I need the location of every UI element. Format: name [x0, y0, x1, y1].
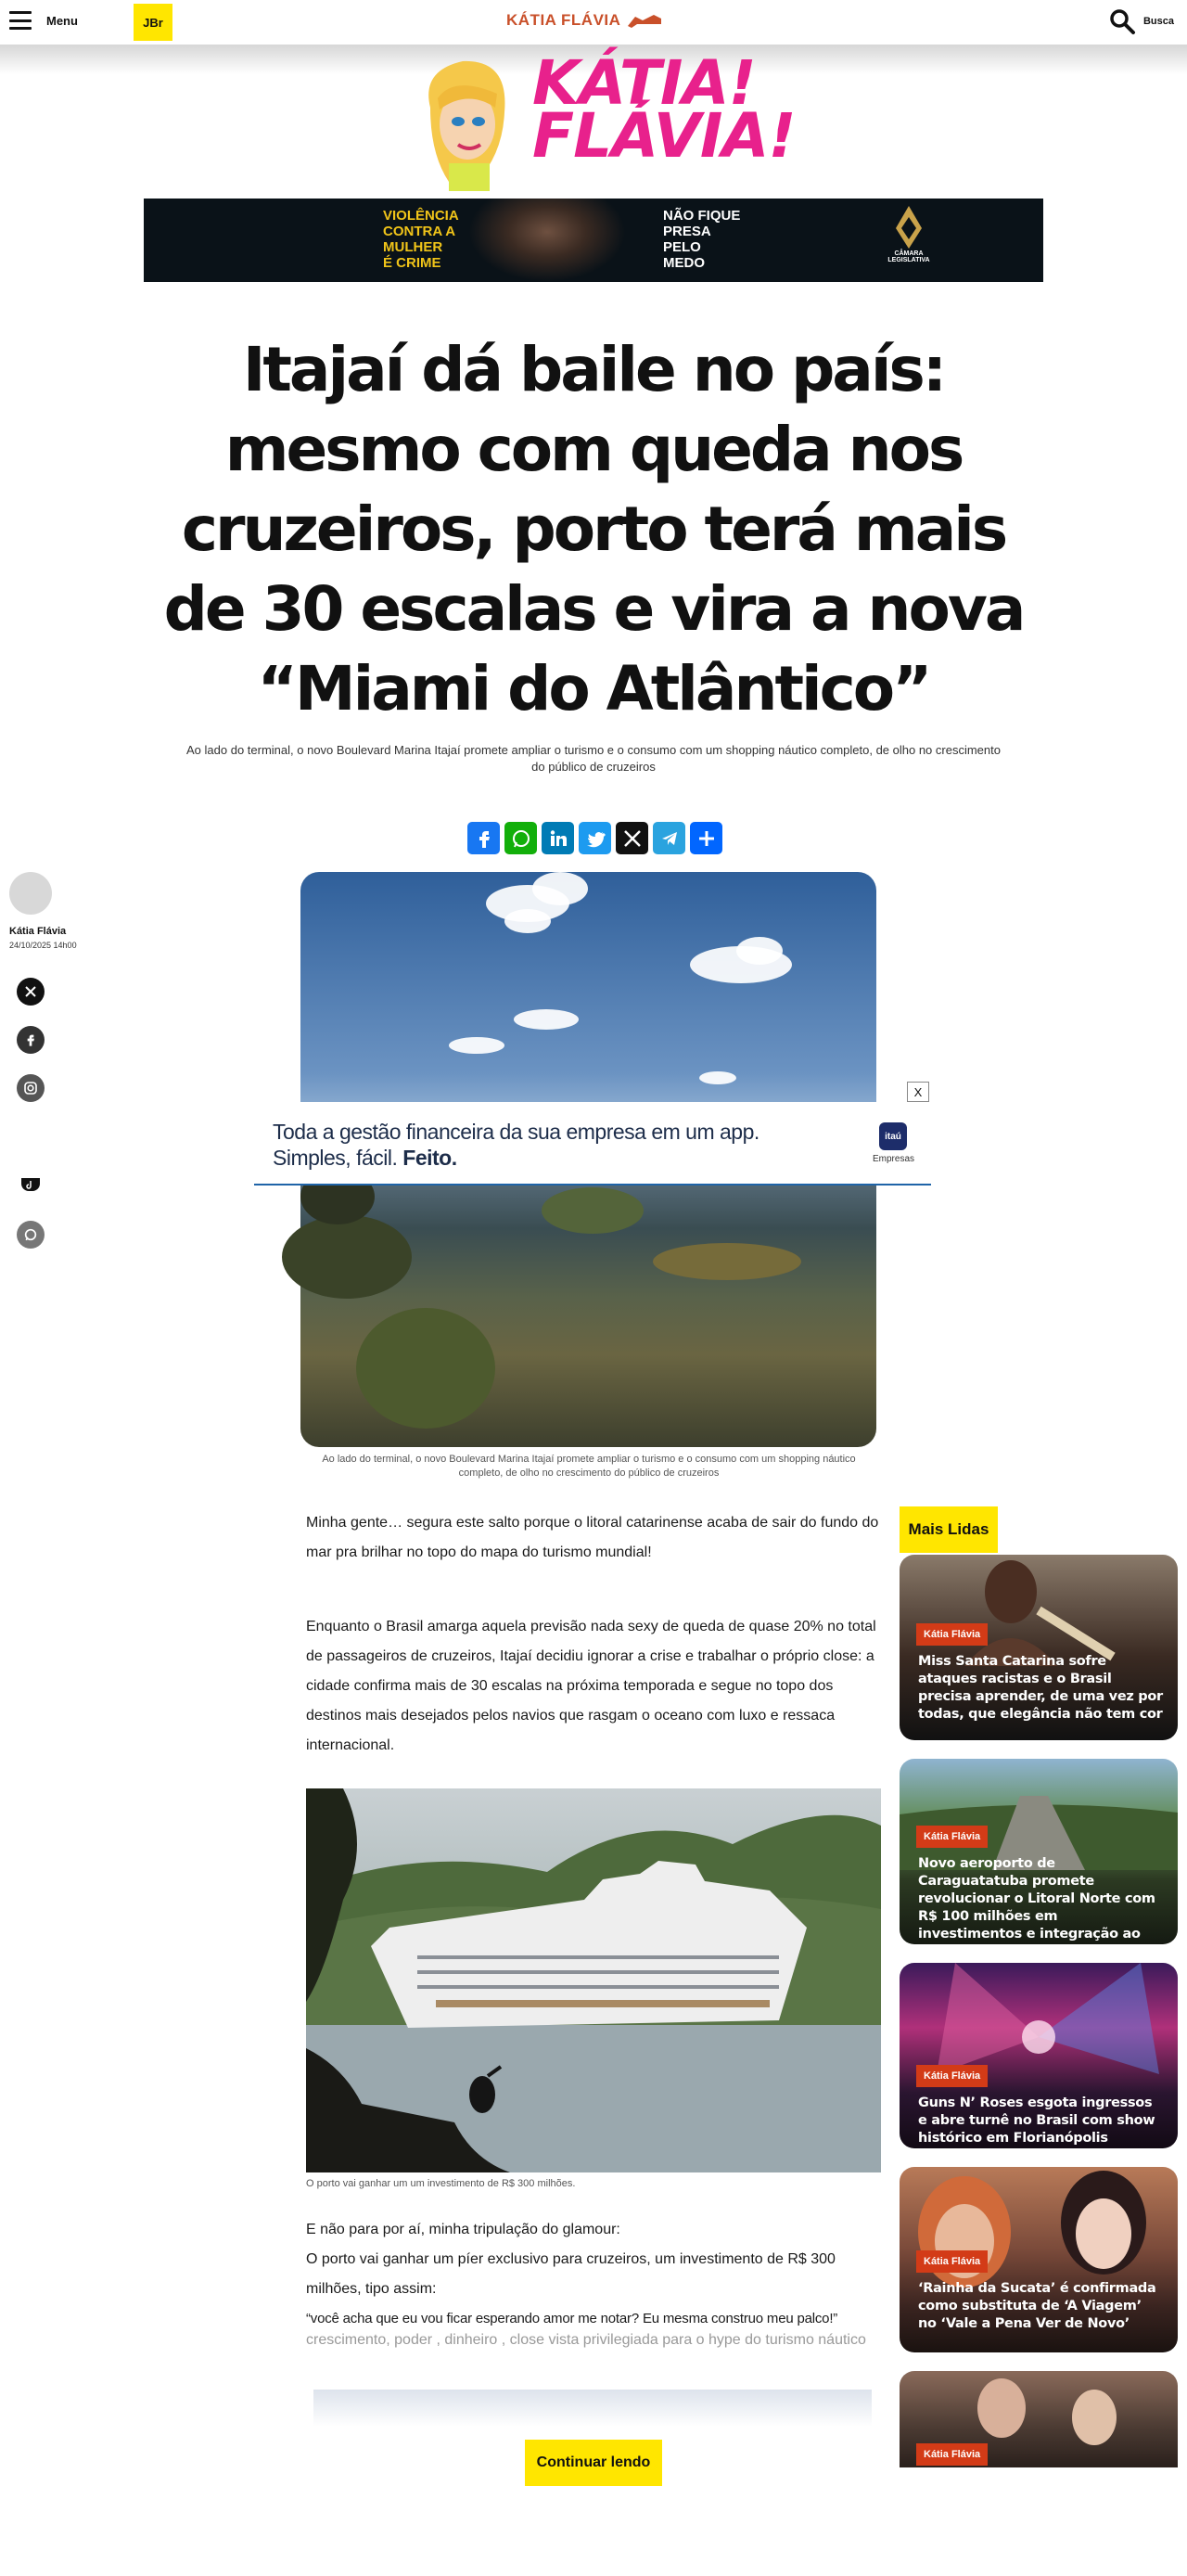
card-title: Miss Santa Catarina sofre ataques racistas e o Brasil precisa aprender, de uma vez por todas, que elegância não tem cor	[918, 1654, 1163, 1722]
search-label: Busca	[1142, 16, 1174, 27]
camara-seal	[876, 204, 941, 276]
banner-left-line: É CRIME	[383, 255, 441, 271]
ad-text	[273, 1119, 759, 1171]
whatsapp-share-button[interactable]	[504, 822, 537, 854]
banner-right-line: PELO	[663, 239, 701, 255]
ad-line-2-prefix: Simples, fácil.	[273, 1146, 403, 1170]
card-image	[900, 1759, 1178, 1870]
high-heel-icon	[626, 11, 663, 30]
ad-line-2	[273, 1145, 759, 1171]
cartoon-face-logo	[412, 52, 523, 191]
article-line: E não para por aí, minha tripulação do glamour:	[306, 2222, 620, 2237]
card-title: Guns N’ Roses esgota ingressos e abre turnê no Brasil com show histórico em Florianópolis	[918, 2095, 1155, 2146]
card-category: Kátia Flávia	[916, 1826, 988, 1848]
share-bar	[467, 822, 722, 854]
x-icon	[24, 985, 37, 998]
hamburger-icon	[9, 11, 32, 30]
card-category: Kátia Flávia	[916, 2065, 988, 2087]
seal-emblem-icon	[890, 204, 927, 250]
author-name[interactable]: Kátia Flávia	[9, 926, 67, 937]
nav-brand-link[interactable]	[506, 11, 663, 30]
most-read-card[interactable]	[900, 1963, 1178, 2148]
left-instagram-button[interactable]	[17, 1074, 45, 1102]
card-category: Kátia Flávia	[916, 1623, 988, 1646]
facebook-icon	[23, 1032, 38, 1047]
logo-line-2: FLÁVIA!	[532, 99, 796, 172]
jbr-link[interactable]: JBr	[134, 4, 172, 41]
banner-left-line: MULHER	[383, 239, 443, 255]
nav-brand-text: KÁTIA FLÁVIA	[506, 11, 621, 29]
seal-label: CÂMARA LEGISLATIVA	[887, 250, 930, 263]
card-title: Novo aeroporto de Caraguatatuba promete revolucionar o Litoral Norte com R$ 100 milhões em investimentos e integração ao Porto de São Sebastião	[918, 1856, 1155, 1959]
itau-ad[interactable]	[254, 1102, 931, 1185]
banner-right-text	[663, 208, 740, 271]
banner-left-line: CONTRA A	[383, 224, 456, 239]
banner-right-line: PRESA	[663, 224, 711, 239]
most-read-card[interactable]	[900, 2167, 1178, 2352]
linkedin-icon	[548, 828, 568, 849]
x-icon	[622, 828, 643, 849]
share-more-button[interactable]	[690, 822, 722, 854]
article-line: O porto vai ganhar um píer exclusivo para cruzeiros, um investimento de R$ 300 milhões, tipo assim:	[306, 2251, 836, 2297]
search-button[interactable]	[1108, 7, 1174, 35]
article-paragraph: Minha gente… segura este salto porque o litoral catarinense acaba de sair do fundo do mar pra brilhar no topo do mapa do turismo mundial!	[306, 1515, 879, 1560]
banner-photo	[468, 199, 626, 282]
facebook-share-button[interactable]	[467, 822, 500, 854]
itau-logo: itaú	[879, 1122, 907, 1150]
hero-caption: Ao lado do terminal, o novo Boulevard Marina Itajaí promete ampliar o turismo e o consumo com um shopping náutico completo, de olho no crescimento do público de cruzeiros	[322, 1454, 856, 1479]
article-subhead: Ao lado do terminal, o novo Boulevard Marina Itajaí promete ampliar o turismo e o consumo com um shopping náutico completo, de olho no crescimento do público de cruzeiros	[186, 743, 1001, 774]
logo-wordmark	[532, 47, 796, 172]
author-box	[9, 872, 93, 950]
twitter-icon	[584, 827, 606, 850]
left-whatsapp-button[interactable]	[17, 1221, 45, 1249]
banner-ad[interactable]	[144, 199, 1043, 282]
banner-right-line: NÃO FIQUE	[663, 208, 741, 224]
menu-button[interactable]	[9, 11, 78, 30]
left-x-button[interactable]	[17, 978, 45, 1006]
continue-reading-button[interactable]: Continuar lendo	[525, 2440, 662, 2486]
facebook-icon	[473, 827, 495, 850]
whatsapp-icon	[510, 827, 532, 850]
most-read-title: Mais Lidas	[900, 1506, 998, 1553]
article-line: “você acha que eu vou ficar esperando amor me notar? Eu mesma construo meu palco!”	[306, 2311, 838, 2326]
itau-subtitle: Empresas	[872, 1154, 914, 1164]
card-category: Kátia Flávia	[916, 2250, 988, 2273]
ad-line-1: Toda a gestão financeira da sua empresa em um app.	[273, 1120, 759, 1144]
whatsapp-icon	[23, 1227, 38, 1242]
most-read-card[interactable]	[900, 2371, 1178, 2467]
banner-right-line: MEDO	[663, 255, 705, 271]
image-caption: O porto vai ganhar um um investimento de R$ 300 milhões.	[306, 2178, 576, 2189]
telegram-icon	[659, 828, 680, 849]
publish-date: 24/10/2025 14h00	[9, 941, 77, 950]
instagram-icon	[23, 1081, 38, 1096]
cruise-ship-image	[306, 1788, 881, 2172]
author-avatar	[9, 872, 52, 915]
ad-close-button[interactable]: X	[907, 1082, 929, 1102]
menu-label: Menu	[46, 13, 78, 28]
most-read-card[interactable]	[900, 1555, 1178, 1740]
left-tiktok-button[interactable]	[21, 1178, 40, 1191]
tiktok-icon	[26, 1180, 35, 1189]
banner-left-text	[383, 208, 459, 271]
card-category: Kátia Flávia	[916, 2443, 988, 2466]
article-paragraph	[306, 2215, 881, 2334]
card-image	[900, 1555, 1178, 1666]
most-read-card[interactable]	[900, 1759, 1178, 1959]
x-share-button[interactable]	[616, 822, 648, 854]
article-headline: Itajaí dá baile no país: mesmo com queda nos cruzeiros, porto terá mais de 30 escalas e vira a nova “Miami do Atlântico”	[163, 334, 1024, 724]
article-paragraph: Enquanto o Brasil amarga aquela previsão nada sexy de queda de quase 20% no total de passageiros de cruzeiros, Itajaí decidiu ignorar a crise e trabalhar o próprio close: a cidade confirma mais de 30 escalas na próxima temporada e segue no topo dos destinos mais desejados pelos navios que rasgam o oceano com luxo e ressaca internacional.	[306, 1619, 876, 1753]
cruise-ship-illustration	[306, 1788, 881, 2172]
linkedin-share-button[interactable]	[542, 822, 574, 854]
banner-left-line: VIOLÊNCIA	[383, 208, 459, 224]
left-facebook-button[interactable]	[17, 1026, 45, 1054]
faded-teaser-line: crescimento, poder , dinheiro , close vista privilegiada para o hype do turismo náutico	[306, 2332, 866, 2348]
share-plus-icon	[696, 828, 717, 849]
telegram-share-button[interactable]	[653, 822, 685, 854]
logo-line-1: KÁTIA!	[532, 47, 756, 119]
ad-line-2-bold: Feito.	[402, 1146, 457, 1170]
card-title: ‘Rainha da Sucata’ é confirmada como substituta de ‘A Viagem’ no ‘Vale a Pena Ver de Novo’	[918, 2281, 1156, 2331]
site-logo[interactable]	[412, 47, 796, 191]
twitter-share-button[interactable]	[579, 822, 611, 854]
top-nav	[0, 0, 1187, 45]
read-more-fade	[313, 2390, 872, 2427]
search-icon	[1108, 7, 1136, 35]
